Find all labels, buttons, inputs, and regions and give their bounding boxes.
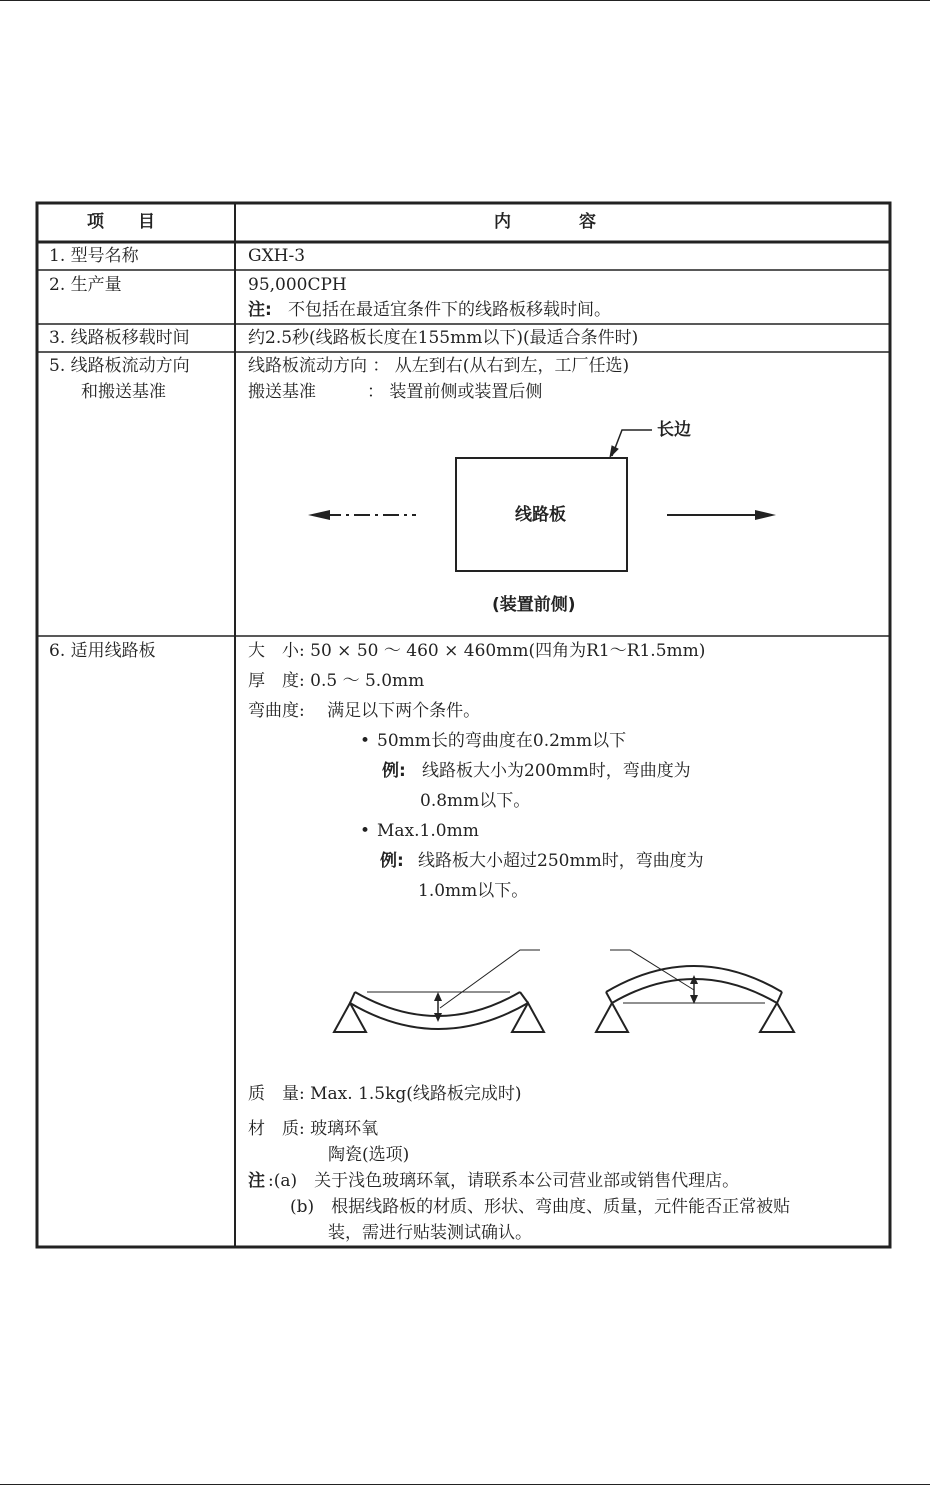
row-label: 1. 型号名称 — [49, 246, 139, 266]
flow-direction: 线路板流动方向 ： 从左到右(从右到左，工厂任选) — [248, 356, 630, 376]
warp-condition-1: 50mm长的弯曲度在0.2mm以下 — [377, 731, 627, 751]
example-prefix: 例: — [382, 761, 406, 781]
example-1: 线路板大小为200mm时，弯曲度为 — [422, 761, 691, 781]
board-size: 大 小: 50 × 50 ～ 460 × 460mm(四角为R1～R1.5mm) — [248, 641, 706, 661]
row-label: 3. 线路板移载时间 — [49, 328, 190, 348]
board-material: 材 质: 玻璃环氧 — [248, 1119, 379, 1139]
note-prefix: 注 — [248, 1171, 265, 1191]
example-2b: 1.0mm以下。 — [418, 881, 529, 901]
conveyor-reference: 搬送基准 ： 装置前侧或装置后侧 — [248, 382, 543, 402]
note-b-cont: 装，需进行贴装测试确认。 — [328, 1223, 532, 1243]
note-b: (b) 根据线路板的材质、形状、弯曲度、质量，元件能否正常被贴 — [290, 1197, 791, 1217]
model-name: GXH-3 — [248, 246, 306, 266]
note: 不包括在最适宜条件下的线路板移载时间。 — [288, 300, 611, 320]
transfer-time: 约2.5秒(线路板长度在155mm以下)(最适合条件时) — [248, 328, 639, 348]
front-label: (装置前侧) — [492, 595, 576, 615]
board-label: 线路板 — [515, 505, 566, 525]
bullet-icon: • — [360, 731, 371, 751]
board-material-option: 陶瓷(选项) — [328, 1145, 410, 1165]
note-a: :(a) 关于浅色玻璃环氧，请联系本公司营业部或销售代理店。 — [268, 1171, 740, 1191]
row-label: 5. 线路板流动方向 — [49, 356, 190, 376]
warp-condition-2: Max.1.0mm — [377, 821, 479, 841]
header-content: 内 容 — [494, 212, 596, 232]
note-prefix: 注: — [248, 300, 272, 320]
example-prefix: 例: — [380, 851, 404, 871]
board-weight: 质 量: Max. 1.5kg(线路板完成时) — [248, 1084, 522, 1104]
row-label: 和搬送基准 — [81, 382, 166, 402]
bullet-icon: • — [360, 821, 371, 841]
warp-label: 弯曲度: 满足以下两个条件。 — [248, 701, 481, 721]
throughput: 95,000CPH — [248, 275, 347, 295]
row-label: 6. 适用线路板 — [49, 641, 156, 661]
long-side-label: 长边 — [657, 420, 691, 440]
header-item: 项 目 — [87, 212, 155, 232]
warp-diagram — [334, 950, 794, 1032]
flow-diagram — [308, 430, 776, 571]
example-1b: 0.8mm以下。 — [420, 791, 531, 811]
row-label: 2. 生产量 — [49, 275, 122, 295]
example-2: 线路板大小超过250mm时，弯曲度为 — [418, 851, 704, 871]
board-thickness: 厚 度: 0.5 ～ 5.0mm — [248, 671, 425, 691]
